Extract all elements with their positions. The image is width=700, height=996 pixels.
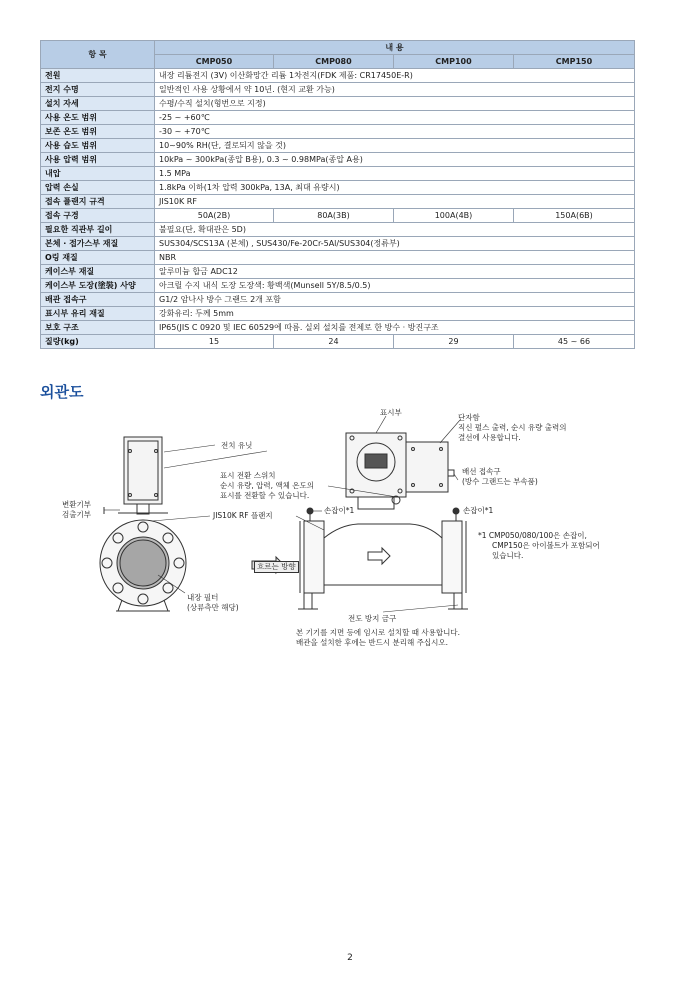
label-handle-right: 손잡이*1 (463, 506, 494, 515)
label-terminal: 단자함 직신 펄스 출력, 순시 유량 출력의 결선에 사용합니다. (458, 413, 567, 442)
row-label: 접속 구경 (41, 209, 155, 223)
spec-table (40, 40, 635, 349)
row-value: 45 ~ 66 (514, 335, 635, 349)
row-label: 배관 접속구 (41, 293, 155, 307)
label-handle-left: 손잡이*1 (324, 506, 355, 515)
label-converter-detector: 변환기부 검출기부 (62, 500, 91, 519)
table-row (41, 153, 635, 167)
label-pre-amp: 전치 유닛 (221, 441, 253, 450)
table-row (41, 167, 635, 181)
row-value: -30 ~ +70℃ (155, 125, 635, 139)
row-value: 10~90% RH(단, 결로되지 않을 것) (155, 139, 635, 153)
table-row (41, 111, 635, 125)
row-value: 50A(2B) (155, 209, 274, 223)
row-label: 설치 자세 (41, 97, 155, 111)
table-row (41, 265, 635, 279)
row-label: 필요한 직관부 길이 (41, 223, 155, 237)
row-value: 일반적인 사용 상황에서 약 10년. (현지 교환 가능) (155, 83, 635, 97)
label-display-switch: 표시 전환 스위치 순시 유량, 압력, 액체 온도의 표시를 전환할 수 있습니다. (220, 471, 314, 500)
row-value: NBR (155, 251, 635, 265)
table-row (41, 223, 635, 237)
row-label: 보호 구조 (41, 321, 155, 335)
row-label: 케이스부 재질 (41, 265, 155, 279)
row-value: 불필요(단, 확대관은 5D) (155, 223, 635, 237)
row-label: 본체 · 접가스부 재질 (41, 237, 155, 251)
row-label: 사용 온도 범위 (41, 111, 155, 125)
label-wiring: 배선 접속구 (방수 그랜드는 부속품) (462, 467, 538, 486)
row-value: 1.5 MPa (155, 167, 635, 181)
table-row (41, 139, 635, 153)
row-value: 1.8kPa 이하(1차 압력 300kPa, 13A, 최대 유량시) (155, 181, 635, 195)
model-header: CMP100 (394, 55, 514, 69)
table-row (41, 209, 635, 223)
table-row (41, 181, 635, 195)
header-content: 내 용 (155, 41, 635, 55)
row-label: 보존 온도 범위 (41, 125, 155, 139)
side-view (298, 433, 468, 609)
model-header: CMP150 (514, 55, 635, 69)
row-value: 강화유리: 두께 5mm (155, 307, 635, 321)
row-label: 사용 압력 범위 (41, 153, 155, 167)
row-value: JIS10K RF (155, 195, 635, 209)
table-row (41, 237, 635, 251)
page-number: 2 (347, 953, 353, 963)
row-value: 150A(6B) (514, 209, 635, 223)
table-row (41, 279, 635, 293)
row-label: 접속 플랜지 규격 (41, 195, 155, 209)
row-value: 29 (394, 335, 514, 349)
table-row (41, 293, 635, 307)
row-value: 15 (155, 335, 274, 349)
label-footnote: *1 CMP050/080/100은 손잡이, CMP150은 아이볼트가 포함되어 있습니다. (478, 531, 600, 560)
table-row (41, 321, 635, 335)
table-row (41, 195, 635, 209)
table-row (41, 335, 635, 349)
row-value: 아크릴 수지 내식 도장 도장색: 황백색(Munsell 5Y/8.5/0.5) (155, 279, 635, 293)
table-row (41, 125, 635, 139)
table-row (41, 251, 635, 265)
row-label: 질량(kg) (41, 335, 155, 349)
table-row (41, 69, 635, 83)
table-row (41, 83, 635, 97)
model-header: CMP080 (274, 55, 394, 69)
row-value: 24 (274, 335, 394, 349)
row-value: 100A(4B) (394, 209, 514, 223)
section-title: 외관도 (40, 383, 84, 401)
label-fall-note: 본 기기를 지면 등에 임시로 설치할 때 사용합니다. 배관을 설치한 후에는 반드시 분리해 주십시오. (296, 628, 460, 647)
row-label: O링 재질 (41, 251, 155, 265)
label-flange: JIS10K RF 플랜지 (213, 511, 273, 520)
row-value: 내장 리튬전지 (3V) 이산화망간 리튬 1차전지(FDK 제품: CR17450E-R) (155, 69, 635, 83)
row-label: 내압 (41, 167, 155, 181)
row-label: 표시부 유리 재질 (41, 307, 155, 321)
row-value: 알루미늄 합금 ADC12 (155, 265, 635, 279)
label-liner: 내장 필터 (상류측만 해당) (187, 593, 239, 612)
label-display: 표시부 (380, 408, 402, 417)
row-label: 전지 수명 (41, 83, 155, 97)
row-value: -25 ~ +60℃ (155, 111, 635, 125)
row-value: 10kPa ~ 300kPa(종압 B용), 0.3 ~ 0.98MPa(종압 A용) (155, 153, 635, 167)
row-label: 케이스부 도장(塗裝) 사양 (41, 279, 155, 293)
row-label: 압력 손실 (41, 181, 155, 195)
label-fall-guard: 전도 방지 금구 (348, 614, 397, 623)
header-item: 항 목 (41, 41, 155, 69)
row-label: 전원 (41, 69, 155, 83)
row-label: 사용 습도 범위 (41, 139, 155, 153)
row-value: IP65(JIS C 0920 및 IEC 60529에 따름. 실외 설치를 전제로 한 방수 · 방진구조 (155, 321, 635, 335)
table-header-row (41, 41, 635, 55)
row-value: SUS304/SCS13A (본체) , SUS430/Fe-20Cr-5Al/SUS304(정류부) (155, 237, 635, 251)
row-value: 수평/수직 설치(형번으로 지정) (155, 97, 635, 111)
table-row (41, 307, 635, 321)
table-row (41, 97, 635, 111)
model-header: CMP050 (155, 55, 274, 69)
label-flow-direction: 흐르는 방향 (254, 561, 299, 573)
row-value: G1/2 암나사 방수 그랜드 2개 포함 (155, 293, 635, 307)
row-value: 80A(3B) (274, 209, 394, 223)
